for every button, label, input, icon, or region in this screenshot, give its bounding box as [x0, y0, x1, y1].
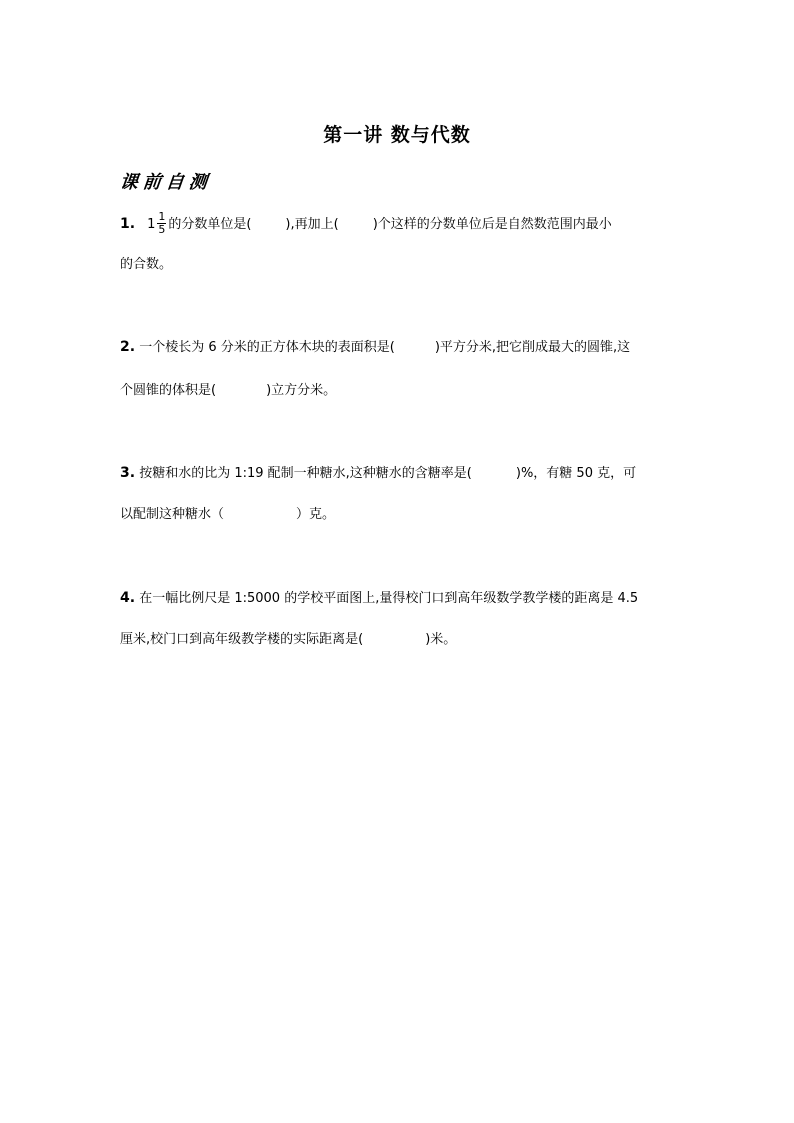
fraction-denominator: 5 [158, 223, 166, 236]
question-1-number: 1. [120, 216, 136, 232]
question-4-text-a: 在一幅比例尺是 1:5000 的学校平面图上,量得校门口到高年级数学教学楼的距离是 4.5 [139, 591, 639, 606]
question-2-text-b: )平方分米,把它削成最大的圆锥,这 [434, 340, 631, 355]
question-1-text-b: ),再加上( [285, 217, 339, 232]
question-2-text-a: 一个棱长为 6 分米的正方体木块的表面积是( [139, 340, 395, 355]
question-3-text-d: ）克。 [296, 507, 336, 522]
question-2-line-1 [120, 339, 630, 356]
fraction [157, 211, 166, 236]
question-2-text-d: )立方分米。 [266, 383, 337, 398]
fraction-numerator: 1 [158, 210, 166, 223]
question-4-line-2 [120, 632, 456, 648]
question-4-line-1 [120, 590, 638, 607]
question-2-line-2 [120, 383, 336, 399]
question-1-line-2: 的合数。 [120, 257, 173, 272]
question-2-number: 2. [120, 339, 136, 355]
question-3-number: 3. [120, 465, 136, 481]
question-4-text-b: 厘米,校门口到高年级教学楼的实际距离是( [120, 632, 364, 647]
question-1-line-1 [120, 212, 612, 237]
section-heading: 课前自测 [118, 172, 213, 193]
question-3-line-1 [120, 465, 636, 482]
question-3-line-2 [120, 507, 335, 523]
question-3-text-b: )%，有糖 50 克，可 [515, 466, 637, 481]
question-1-text-c: )个这样的分数单位后是自然数范围内最小 [372, 217, 612, 232]
question-3-text-c: 以配制这种糖水（ [120, 507, 225, 522]
mixed-number-whole: 1 [147, 217, 156, 232]
question-4-number: 4. [120, 590, 136, 606]
page-title: 第一讲 数与代数 [323, 124, 471, 146]
question-1-text-a: 的分数单位是( [168, 217, 252, 232]
question-2-text-c: 个圆锥的体积是( [120, 383, 217, 398]
question-4-text-c: )米。 [425, 632, 457, 647]
question-3-text-a: 按糖和水的比为 1:19 配制一种糖水,这种糖水的含糖率是( [139, 466, 472, 481]
